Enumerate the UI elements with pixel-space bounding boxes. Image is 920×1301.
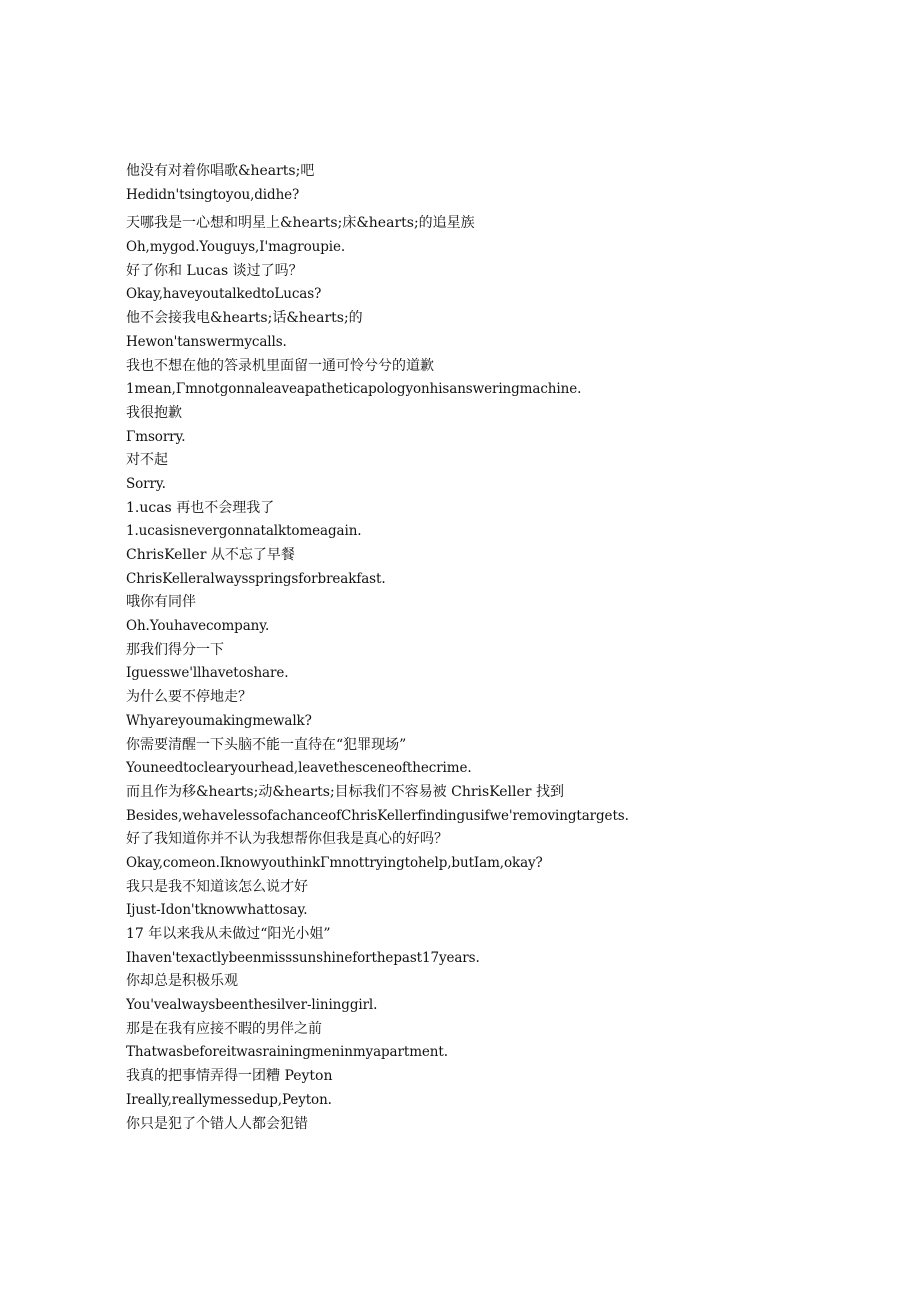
transcript-line: ChrisKelleralwaysspringsforbreakfast. <box>126 570 386 587</box>
transcript-line: ChrisKeller 从不忘了早餐 <box>126 547 295 563</box>
transcript-line: 对不起 <box>126 452 168 469</box>
transcript-line: Hewon'tanswermycalls. <box>126 333 287 350</box>
transcript-line: Youneedtoclearyourhead,leavethesceneofthecrime. <box>126 760 472 777</box>
transcript-line: 1mean,Γmnotgonnaleaveapatheticapologyonhisansweringmachine. <box>126 381 582 398</box>
transcript-line: 你需要清醒一下头脑不能一直待在“犯罪现场” <box>126 736 407 753</box>
transcript-line: Ihaven'texactlybeenmisssunshineforthepast17years. <box>126 949 480 966</box>
transcript-line: 哦你有同伴 <box>126 594 196 611</box>
transcript-line: 1.ucasisnevergonnatalktomeagain. <box>126 523 362 540</box>
transcript-line: 1.ucas 再也不会理我了 <box>126 499 275 516</box>
transcript-line: Γmsorry. <box>126 428 186 445</box>
transcript-line: 我很抱歉 <box>126 404 182 421</box>
transcript-line: You'vealwaysbeenthesilver-lininggirl. <box>126 997 378 1014</box>
transcript-line: 好了你和 Lucas 谈过了吗？ <box>126 262 303 279</box>
transcript-line: Sorry. <box>126 475 166 492</box>
transcript-lines <box>126 160 866 1136</box>
transcript-line: 而且作为移&hearts;动&hearts;目标我们不容易被 ChrisKeller 找到 <box>126 783 564 800</box>
transcript-line: Okay,comeon.IknowyouthinkΓmnottryingtohelp,butIam,okay? <box>126 854 543 871</box>
transcript-line: Besides,wehavelessofachanceofChrisKellerfindingusifwe'removingtargets. <box>126 807 629 824</box>
transcript-line: Whyareyoumakingmewalk? <box>126 712 312 729</box>
transcript-line: 我只是我不知道该怎么说才好 <box>126 878 308 895</box>
transcript-line: 我也不想在他的答录机里面留一通可怜兮兮的道歉 <box>126 357 434 374</box>
transcript-line: 天哪我是一心想和明星上&hearts;床&hearts;的追星族 <box>126 215 475 232</box>
transcript-line: 那是在我有应接不暇的男伴之前 <box>126 1020 322 1037</box>
transcript-line: Thatwasbeforeitwasrainingmeninmyapartment. <box>126 1044 448 1061</box>
transcript-line: Oh.Youhavecompany. <box>126 618 270 635</box>
transcript-line: 那我们得分一下 <box>126 641 224 658</box>
transcript-line: Iguesswe'llhavetoshare. <box>126 665 289 682</box>
transcript-line: 好了我知道你并不认为我想帮你但我是真心的好吗？ <box>126 831 448 848</box>
transcript-line: Ireally,reallymessedup,Peyton. <box>126 1091 332 1108</box>
transcript-line: Oh,mygod.Youguys,I'magroupie. <box>126 239 346 256</box>
transcript-line: 我真的把事情弄得一团糟 Peyton <box>126 1068 333 1085</box>
transcript-line: 17 年以来我从未做过“阳光小姐” <box>126 926 331 942</box>
transcript-line: Ijust-Idon'tknowwhattosay. <box>126 902 308 919</box>
transcript-line: Hedidn'tsingtoyou,didhe? <box>126 186 300 203</box>
transcript-line: Okay,haveyoutalkedtoLucas? <box>126 286 322 303</box>
transcript-line: 你却总是积极乐观 <box>126 973 238 990</box>
transcript-line: 他不会接我电&hearts;话&hearts;的 <box>126 310 363 327</box>
transcript-line: 为什么要不停地走？ <box>126 689 252 706</box>
transcript-line: 你只是犯了个错人人都会犯错 <box>126 1115 308 1132</box>
transcript-line: 他没有对着你唱歌&hearts;吧 <box>126 163 315 179</box>
